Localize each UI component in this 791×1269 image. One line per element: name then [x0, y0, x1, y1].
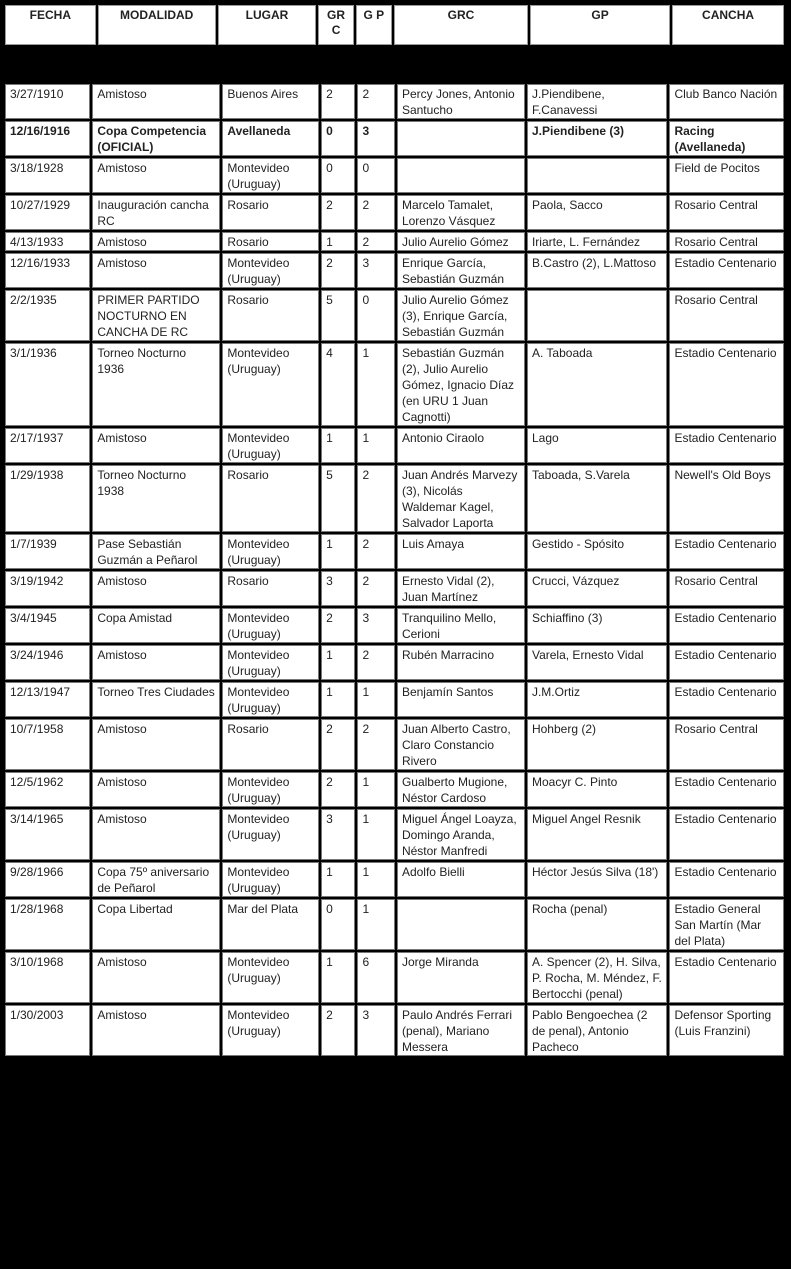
cell-fecha: 10/7/1958 — [5, 719, 90, 770]
cell-cancha: Estadio Centenario — [669, 608, 784, 643]
cell-grc-count: 3 — [321, 571, 355, 606]
cell-gp-count: 2 — [357, 534, 394, 569]
cell-gp-count: 0 — [357, 158, 394, 193]
header-modalidad: MODALIDAD — [98, 5, 216, 45]
cell-grc-count: 1 — [321, 428, 355, 463]
header-grc-count: GR C — [318, 5, 353, 45]
header-gp-count: G P — [356, 5, 392, 45]
cell-fecha: 3/19/1942 — [5, 571, 90, 606]
table-row — [5, 682, 784, 717]
cell-grc-scorers: Enrique García, Sebastián Guzmán — [397, 253, 525, 288]
cell-gp-scorers: A. Spencer (2), H. Silva, P. Rocha, M. Méndez, F. Bertocchi (penal) — [527, 952, 668, 1003]
cell-grc-scorers: Julio Aurelio Gómez — [397, 232, 525, 251]
table-row — [5, 772, 784, 807]
cell-gp-scorers: B.Castro (2), L.Mattoso — [527, 253, 668, 288]
cell-grc-count: 2 — [321, 84, 355, 119]
table-row — [5, 534, 784, 569]
cell-grc-scorers — [397, 899, 525, 950]
cell-grc-count: 0 — [321, 158, 355, 193]
cell-fecha: 12/13/1947 — [5, 682, 90, 717]
cell-modalidad: Amistoso — [92, 84, 220, 119]
cell-grc-count: 0 — [321, 121, 355, 156]
cell-cancha: Estadio General San Martín (Mar del Plata) — [669, 899, 784, 950]
cell-grc-scorers: Gualberto Mugione, Néstor Cardoso — [397, 772, 525, 807]
cell-gp-scorers: Taboada, S.Varela — [527, 465, 668, 532]
cell-gp-scorers — [527, 158, 668, 193]
header-table — [3, 3, 786, 47]
cell-grc-count: 4 — [321, 343, 355, 426]
cell-modalidad: Amistoso — [92, 428, 220, 463]
cell-grc-count: 1 — [321, 645, 355, 680]
cell-grc-count: 1 — [321, 682, 355, 717]
cell-grc-scorers: Sebastián Guzmán (2), Julio Aurelio Gómez, Ignacio Díaz (en URU 1 Juan Cagnotti) — [397, 343, 525, 426]
cell-grc-count: 2 — [321, 253, 355, 288]
cell-fecha: 2/2/1935 — [5, 290, 90, 341]
matches-table — [3, 82, 786, 1058]
cell-lugar: Montevideo (Uruguay) — [222, 253, 319, 288]
cell-grc-scorers: Paulo Andrés Ferrari (penal), Mariano Messera — [397, 1005, 525, 1056]
cell-modalidad: Amistoso — [92, 1005, 220, 1056]
cell-lugar: Rosario — [222, 571, 319, 606]
cell-gp-scorers: Lago — [527, 428, 668, 463]
cell-grc-count: 1 — [321, 534, 355, 569]
table-row — [5, 195, 784, 230]
table-row — [5, 608, 784, 643]
cell-cancha: Estadio Centenario — [669, 862, 784, 897]
cell-modalidad: Copa Amistad — [92, 608, 220, 643]
cell-gp-count: 3 — [357, 253, 394, 288]
cell-grc-count: 1 — [321, 862, 355, 897]
cell-modalidad: Amistoso — [92, 232, 220, 251]
table-row — [5, 232, 784, 251]
cell-grc-scorers — [397, 158, 525, 193]
cell-modalidad: Amistoso — [92, 253, 220, 288]
cell-cancha: Rosario Central — [669, 571, 784, 606]
cell-gp-count: 2 — [357, 232, 394, 251]
cell-fecha: 3/18/1928 — [5, 158, 90, 193]
cell-fecha: 12/16/1916 — [5, 121, 90, 156]
cell-modalidad: Amistoso — [92, 952, 220, 1003]
cell-gp-scorers: Moacyr C. Pinto — [527, 772, 668, 807]
cell-lugar: Rosario — [222, 195, 319, 230]
cell-fecha: 1/7/1939 — [5, 534, 90, 569]
cell-cancha: Field de Pocitos — [669, 158, 784, 193]
cell-lugar: Montevideo (Uruguay) — [222, 1005, 319, 1056]
cell-gp-count: 1 — [357, 682, 394, 717]
table-row — [5, 158, 784, 193]
cell-grc-count: 2 — [321, 608, 355, 643]
cell-modalidad: Copa 75º aniversario de Peñarol — [92, 862, 220, 897]
matches-body — [5, 84, 784, 1056]
cell-cancha: Rosario Central — [669, 232, 784, 251]
cell-gp-count: 2 — [357, 465, 394, 532]
cell-grc-count: 2 — [321, 1005, 355, 1056]
cell-lugar: Montevideo (Uruguay) — [222, 809, 319, 860]
cell-gp-count: 1 — [357, 772, 394, 807]
cell-gp-count: 2 — [357, 571, 394, 606]
cell-grc-count: 1 — [321, 232, 355, 251]
cell-lugar: Avellaneda — [222, 121, 319, 156]
header-grc-scorers: GRC — [394, 5, 528, 45]
table-row — [5, 809, 784, 860]
cell-cancha: Estadio Centenario — [669, 645, 784, 680]
cell-grc-scorers: Juan Alberto Castro, Claro Constancio Rivero — [397, 719, 525, 770]
cell-gp-count: 2 — [357, 719, 394, 770]
cell-gp-scorers: Gestido - Spósito — [527, 534, 668, 569]
cell-fecha: 3/24/1946 — [5, 645, 90, 680]
cell-grc-count: 2 — [321, 719, 355, 770]
cell-gp-scorers: Paola, Sacco — [527, 195, 668, 230]
cell-lugar: Montevideo (Uruguay) — [222, 343, 319, 426]
cell-modalidad: Torneo Nocturno 1936 — [92, 343, 220, 426]
cell-grc-count: 1 — [321, 952, 355, 1003]
cell-modalidad: Amistoso — [92, 719, 220, 770]
cell-lugar: Rosario — [222, 465, 319, 532]
cell-grc-scorers: Antonio Ciraolo — [397, 428, 525, 463]
cell-cancha: Estadio Centenario — [669, 772, 784, 807]
cell-grc-scorers: Ernesto Vidal (2), Juan Martínez — [397, 571, 525, 606]
cell-fecha: 3/4/1945 — [5, 608, 90, 643]
table-row — [5, 645, 784, 680]
table-row — [5, 253, 784, 288]
cell-gp-scorers: Iriarte, L. Fernández — [527, 232, 668, 251]
cell-gp-count: 2 — [357, 195, 394, 230]
cell-lugar: Montevideo (Uruguay) — [222, 158, 319, 193]
cell-gp-scorers: Hohberg (2) — [527, 719, 668, 770]
cell-lugar: Montevideo (Uruguay) — [222, 428, 319, 463]
cell-gp-count: 3 — [357, 608, 394, 643]
cell-cancha: Club Banco Nación — [669, 84, 784, 119]
cell-grc-count: 2 — [321, 772, 355, 807]
cell-fecha: 1/29/1938 — [5, 465, 90, 532]
header-fecha: FECHA — [5, 5, 96, 45]
cell-modalidad: Inauguración cancha RC — [92, 195, 220, 230]
cell-lugar: Rosario — [222, 719, 319, 770]
cell-lugar: Montevideo (Uruguay) — [222, 645, 319, 680]
header-row — [5, 5, 784, 45]
cell-lugar: Montevideo (Uruguay) — [222, 608, 319, 643]
cell-cancha: Estadio Centenario — [669, 343, 784, 426]
cell-fecha: 3/27/1910 — [5, 84, 90, 119]
cell-grc-count: 5 — [321, 465, 355, 532]
cell-gp-scorers: Rocha (penal) — [527, 899, 668, 950]
cell-grc-scorers: Juan Andrés Marvezy (3), Nicolás Waldemar Kagel, Salvador Laporta — [397, 465, 525, 532]
cell-cancha: Rosario Central — [669, 719, 784, 770]
header-cancha: CANCHA — [672, 5, 784, 45]
cell-modalidad: Amistoso — [92, 809, 220, 860]
cell-gp-count: 6 — [357, 952, 394, 1003]
cell-grc-scorers — [397, 121, 525, 156]
cell-cancha: Estadio Centenario — [669, 682, 784, 717]
cell-cancha: Rosario Central — [669, 195, 784, 230]
cell-cancha: Estadio Centenario — [669, 809, 784, 860]
cell-cancha: Newell's Old Boys — [669, 465, 784, 532]
cell-grc-scorers: Marcelo Tamalet, Lorenzo Vásquez — [397, 195, 525, 230]
cell-grc-scorers: Percy Jones, Antonio Santucho — [397, 84, 525, 119]
cell-grc-count: 5 — [321, 290, 355, 341]
cell-grc-scorers: Benjamín Santos — [397, 682, 525, 717]
cell-gp-scorers: Miguel Angel Resnik — [527, 809, 668, 860]
cell-modalidad: Copa Libertad — [92, 899, 220, 950]
cell-grc-scorers: Jorge Miranda — [397, 952, 525, 1003]
cell-lugar: Montevideo (Uruguay) — [222, 952, 319, 1003]
cell-cancha: Racing (Avellaneda) — [669, 121, 784, 156]
cell-fecha: 2/17/1937 — [5, 428, 90, 463]
cell-grc-count: 3 — [321, 809, 355, 860]
cell-gp-count: 1 — [357, 809, 394, 860]
cell-gp-count: 1 — [357, 428, 394, 463]
cell-gp-scorers: J.M.Ortiz — [527, 682, 668, 717]
cell-fecha: 3/1/1936 — [5, 343, 90, 426]
cell-cancha: Rosario Central — [669, 290, 784, 341]
cell-gp-scorers: Schiaffino (3) — [527, 608, 668, 643]
cell-gp-scorers: Varela, Ernesto Vidal — [527, 645, 668, 680]
cell-lugar: Montevideo (Uruguay) — [222, 772, 319, 807]
cell-cancha: Estadio Centenario — [669, 428, 784, 463]
cell-gp-scorers: Crucci, Vázquez — [527, 571, 668, 606]
cell-gp-count: 1 — [357, 862, 394, 897]
cell-lugar: Montevideo (Uruguay) — [222, 534, 319, 569]
cell-fecha: 4/13/1933 — [5, 232, 90, 251]
cell-cancha: Estadio Centenario — [669, 253, 784, 288]
cell-fecha: 10/27/1929 — [5, 195, 90, 230]
cell-lugar: Montevideo (Uruguay) — [222, 682, 319, 717]
cell-grc-scorers: Adolfo Bielli — [397, 862, 525, 897]
cell-gp-count: 2 — [357, 645, 394, 680]
cell-modalidad: Amistoso — [92, 772, 220, 807]
cell-grc-count: 2 — [321, 195, 355, 230]
cell-gp-count: 3 — [357, 1005, 394, 1056]
cell-fecha: 12/16/1933 — [5, 253, 90, 288]
cell-fecha: 3/10/1968 — [5, 952, 90, 1003]
cell-gp-scorers: Pablo Bengoechea (2 de penal), Antonio Pacheco — [527, 1005, 668, 1056]
cell-modalidad: Torneo Tres Ciudades — [92, 682, 220, 717]
table-row — [5, 290, 784, 341]
table-row — [5, 428, 784, 463]
cell-grc-count: 0 — [321, 899, 355, 950]
cell-gp-count: 3 — [357, 121, 394, 156]
cell-fecha: 3/14/1965 — [5, 809, 90, 860]
cell-lugar: Rosario — [222, 290, 319, 341]
cell-modalidad: Torneo Nocturno 1938 — [92, 465, 220, 532]
cell-gp-count: 2 — [357, 84, 394, 119]
cell-gp-count: 1 — [357, 343, 394, 426]
cell-cancha: Estadio Centenario — [669, 952, 784, 1003]
cell-modalidad: Copa Competencia (OFICIAL) — [92, 121, 220, 156]
cell-modalidad: Amistoso — [92, 158, 220, 193]
table-row — [5, 862, 784, 897]
header-lugar: LUGAR — [218, 5, 317, 45]
cell-fecha: 12/5/1962 — [5, 772, 90, 807]
cell-grc-scorers: Luis Amaya — [397, 534, 525, 569]
table-row — [5, 465, 784, 532]
cell-fecha: 9/28/1966 — [5, 862, 90, 897]
table-row — [5, 952, 784, 1003]
cell-grc-scorers: Rubén Marracino — [397, 645, 525, 680]
cell-modalidad: PRIMER PARTIDO NOCTURNO EN CANCHA DE RC — [92, 290, 220, 341]
cell-cancha: Defensor Sporting (Luis Franzini) — [669, 1005, 784, 1056]
cell-gp-count: 0 — [357, 290, 394, 341]
cell-gp-scorers: J.Piendibene (3) — [527, 121, 668, 156]
cell-fecha: 1/30/2003 — [5, 1005, 90, 1056]
cell-gp-scorers: Héctor Jesús Silva (18') — [527, 862, 668, 897]
cell-cancha: Estadio Centenario — [669, 534, 784, 569]
cell-gp-scorers: J.Piendibene, F.Canavessi — [527, 84, 668, 119]
cell-grc-scorers: Miguel Ángel Loayza, Domingo Aranda, Néstor Manfredi — [397, 809, 525, 860]
table-row — [5, 343, 784, 426]
cell-lugar: Rosario — [222, 232, 319, 251]
cell-gp-scorers — [527, 290, 668, 341]
table-row — [5, 719, 784, 770]
table-row — [5, 571, 784, 606]
cell-gp-scorers: A. Taboada — [527, 343, 668, 426]
cell-modalidad: Amistoso — [92, 645, 220, 680]
cell-grc-scorers: Julio Aurelio Gómez (3), Enrique García, Sebastián Guzmán — [397, 290, 525, 341]
table-row — [5, 84, 784, 119]
table-row — [5, 1005, 784, 1056]
cell-lugar: Buenos Aires — [222, 84, 319, 119]
cell-gp-count: 1 — [357, 899, 394, 950]
table-row — [5, 899, 784, 950]
table-row — [5, 121, 784, 156]
cell-modalidad: Amistoso — [92, 571, 220, 606]
cell-modalidad: Pase Sebastián Guzmán a Peñarol — [92, 534, 220, 569]
cell-grc-scorers: Tranquilino Mello, Cerioni — [397, 608, 525, 643]
cell-lugar: Montevideo (Uruguay) — [222, 862, 319, 897]
cell-fecha: 1/28/1968 — [5, 899, 90, 950]
header-gp-scorers: GP — [530, 5, 670, 45]
cell-lugar: Mar del Plata — [222, 899, 319, 950]
